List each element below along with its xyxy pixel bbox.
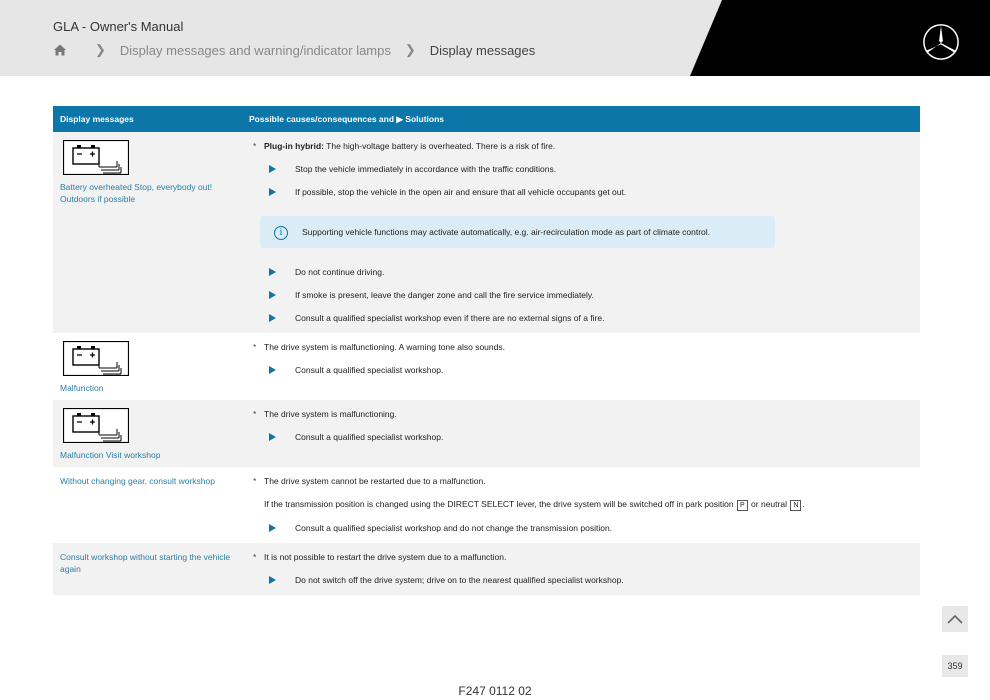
breadcrumb — [53, 42, 535, 58]
solution-arrow-icon — [269, 576, 276, 584]
solution-text: Consult a qualified specialist workshop even if there are no external signs of a fire. — [295, 313, 605, 323]
park-key-symbol: P — [737, 500, 748, 511]
solution-item — [249, 574, 912, 586]
page-number-button[interactable]: 359 — [942, 655, 968, 677]
bullet: * — [253, 552, 257, 562]
table-row — [53, 400, 920, 467]
info-text: Supporting vehicle functions may activate automatically, e.g. air-recirculation mode as part of climate control. — [302, 227, 711, 237]
bullet: * — [253, 476, 257, 486]
solution-text: If possible, stop the vehicle in the open air and ensure that all vehicle occupants get out. — [295, 187, 627, 197]
battery-warning-icon — [63, 408, 129, 443]
solution-arrow-icon — [269, 433, 276, 441]
bullet: * — [253, 342, 257, 352]
table-row — [53, 333, 920, 400]
bullet: * — [253, 141, 257, 151]
battery-warning-icon — [63, 341, 129, 376]
table-header-row — [53, 106, 920, 132]
neutral-key-symbol: N — [790, 500, 801, 511]
solution-text: Do not continue driving. — [295, 267, 385, 277]
display-message-text[interactable]: Malfunction — [60, 383, 104, 393]
note-text-part: or neutral — [751, 499, 787, 509]
note-text-part: If the transmission position is changed using the DIRECT SELECT lever, the drive system will be switched off in park position — [264, 499, 734, 509]
info-icon: i — [274, 226, 288, 240]
table-row — [53, 132, 920, 333]
solution-arrow-icon — [269, 314, 276, 322]
scroll-to-top-button[interactable] — [942, 606, 968, 632]
display-messages-table — [53, 106, 920, 595]
chevron-right-icon: ❯ — [95, 42, 106, 57]
cause-text: The drive system cannot be restarted due to a malfunction. — [264, 476, 486, 486]
display-message-text[interactable]: Battery overheated Stop, everybody out! Outdoors if possible — [60, 182, 213, 204]
solution-item — [249, 186, 912, 198]
manual-title[interactable]: GLA - Owner's Manual — [53, 19, 184, 34]
display-message-text[interactable]: Consult workshop without starting the vehicle again — [60, 552, 231, 574]
home-icon[interactable] — [53, 43, 67, 57]
solution-item — [249, 364, 912, 376]
column-header-causes-solutions: Possible causes/consequences and ▶ Solutions — [242, 106, 920, 132]
cause-text: It is not possible to restart the drive system due to a malfunction. — [264, 552, 507, 562]
solution-arrow-icon — [269, 524, 276, 532]
table-row — [53, 467, 920, 543]
solution-text: Do not switch off the drive system; drive on to the nearest qualified specialist workshop. — [295, 575, 624, 585]
cause-text: The high-voltage battery is overheated. There is a risk of fire. — [323, 141, 556, 151]
solution-text: Consult a qualified specialist workshop and do not change the transmission position. — [295, 523, 613, 533]
solution-arrow-icon — [269, 291, 276, 299]
mercedes-star-icon[interactable] — [922, 23, 960, 61]
chevron-up-icon — [947, 614, 963, 624]
info-box — [260, 216, 775, 248]
solution-arrow-icon — [269, 188, 276, 196]
table-row — [53, 543, 920, 595]
solution-item — [249, 522, 912, 534]
solution-item — [249, 312, 912, 324]
cause-text: The drive system is malfunctioning. — [264, 409, 397, 419]
chevron-right-icon: ❯ — [404, 42, 416, 57]
solution-item — [249, 163, 912, 175]
breadcrumb-item-display-messages[interactable]: Display messages — [429, 42, 536, 58]
solution-text: Consult a qualified specialist workshop. — [295, 365, 444, 375]
solution-arrow-icon — [269, 366, 276, 374]
display-message-text[interactable]: Without changing gear, consult workshop — [60, 476, 215, 486]
solution-item — [249, 431, 912, 443]
solution-text: Consult a qualified specialist workshop. — [295, 432, 444, 442]
bullet: * — [253, 409, 257, 419]
display-message-text[interactable]: Malfunction Visit workshop — [60, 450, 161, 460]
hybrid-label: Plug-in hybrid: — [264, 141, 324, 151]
figure-code: F247 0112 02 — [458, 684, 532, 698]
column-header-display-messages: Display messages — [53, 106, 242, 132]
solution-arrow-icon — [269, 165, 276, 173]
solution-text: Stop the vehicle immediately in accordance with the traffic conditions. — [295, 164, 557, 174]
solution-item — [249, 289, 912, 301]
solution-item — [249, 266, 912, 278]
solution-text: If smoke is present, leave the danger zone and call the fire service immediately. — [295, 290, 594, 300]
note-text-part: . — [802, 499, 805, 509]
note-text — [249, 498, 912, 511]
cause-text: The drive system is malfunctioning. A warning tone also sounds. — [264, 342, 505, 352]
solution-arrow-icon — [269, 268, 276, 276]
battery-warning-icon — [63, 140, 129, 175]
breadcrumb-item-display-messages-lamps[interactable]: Display messages and warning/indicator lamps — [119, 42, 391, 58]
